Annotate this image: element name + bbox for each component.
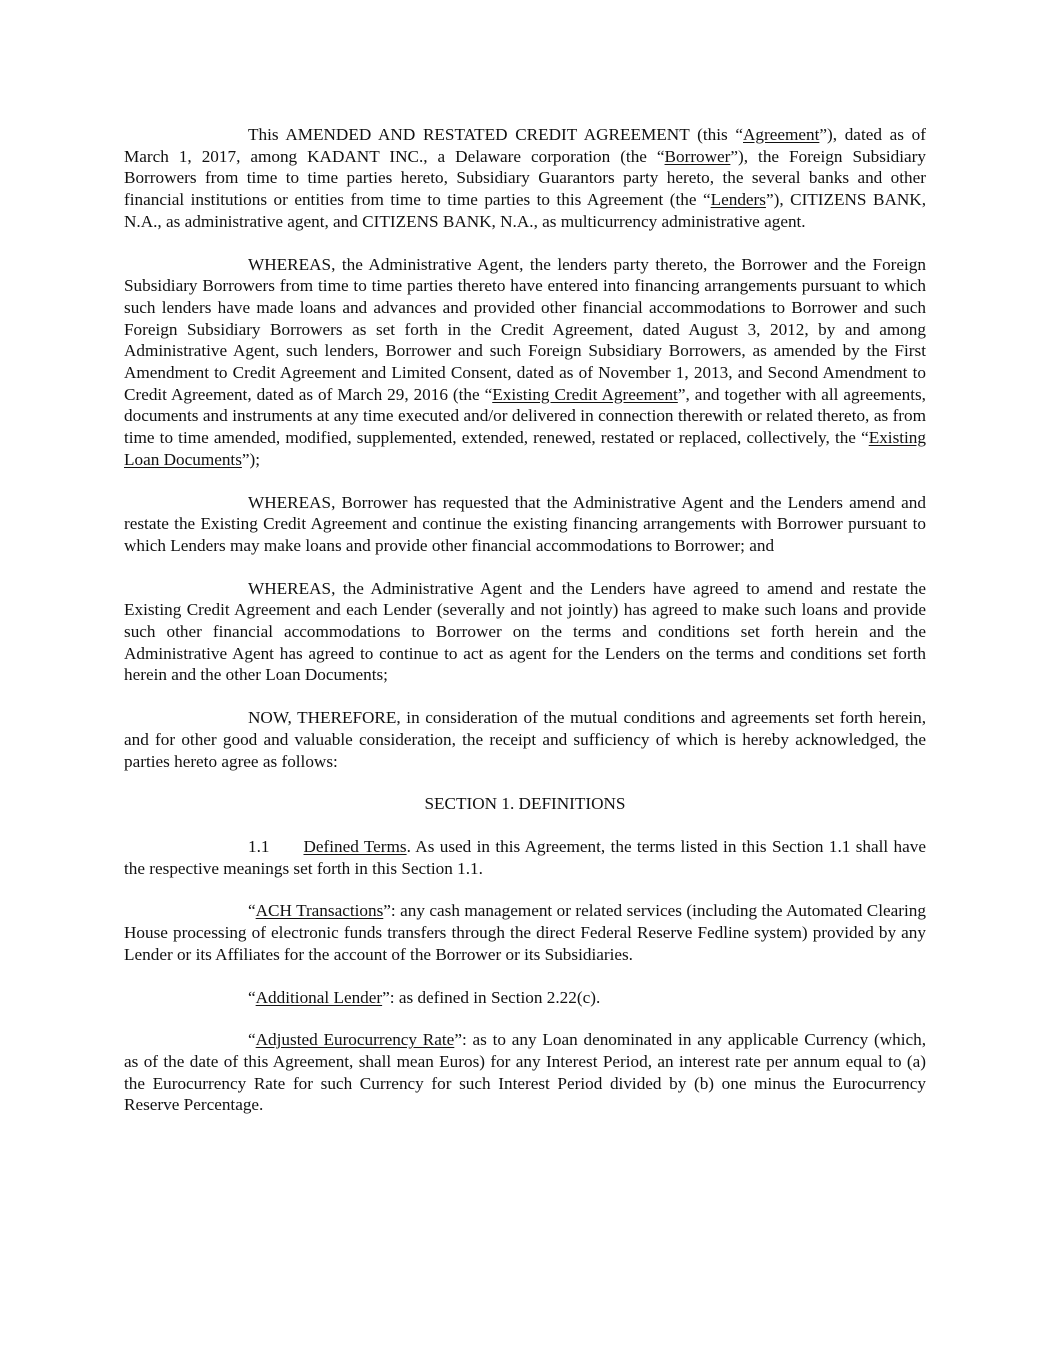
- whereas1-text-3: ”);: [241, 449, 261, 469]
- definition-text: ”: as defined in Section 2.22(c).: [382, 987, 601, 1007]
- whereas-paragraph-1: [124, 254, 926, 471]
- section-number: 1.1: [248, 836, 270, 856]
- whereas1-text-1: WHEREAS, the Administrative Agent, the lenders party thereto, the Borrower and the Foreign Subsidiary Borrowers from time to time parties thereto have entered into financing arrangements pursuant to which such lenders have made loans and advances and provided other financial accommodations to Borrower and such Foreign Subsidiary Borrowers as set forth in the Credit Agreement, dated August 3, 2012, by and among Administrative Agent, such lenders, Borrower and such Foreign Subsidiary Borrowers, as amended by the First Amendment to Credit Agreement and Limited Consent, dated as of November 1, 2013, and Second Amendment to Credit Agreement, dated as of March 29, 2016 (the “: [124, 254, 926, 404]
- section-heading: SECTION 1. DEFINITIONS: [424, 794, 626, 814]
- intro-text-3: ”), the Foreign Subsidiary Borrowers from time to time parties hereto, Subsidiary Guarantors party hereto, the several banks and other financial institutions or entities from time to time parties to this Agreement (the “: [124, 146, 926, 210]
- whereas1-text-2: ”, and together with all agreements, documents and instruments at any time executed and/or delivered in connection therewith or related thereto, as from time to time amended, modified, supplemented, extended, renewed, restated or replaced, collectively, the “: [124, 384, 926, 448]
- intro-paragraph: [124, 124, 926, 233]
- definition-open-quote: “: [248, 901, 256, 921]
- definition-adjusted-eurocurrency-rate: [124, 1029, 926, 1116]
- defined-term-existing-credit-agreement: Existing Credit Agreement: [492, 384, 678, 404]
- definition-term: Additional Lender: [255, 987, 383, 1007]
- definition-term: ACH Transactions: [255, 901, 384, 921]
- definition-text: ”: as to any Loan denominated in any applicable Currency (which, as of the date of this Agreement, shall mean Euros) for any Interest Period, an interest rate per annum equal to (a) the Eurocurrency Rate for such Currency for such Interest Period divided by (b) one minus the Eurocurrency Reserve Percentage.: [124, 1030, 926, 1115]
- definition-additional-lender: [124, 987, 926, 1009]
- intro-text-1: This AMENDED AND RESTATED CREDIT AGREEMENT (this “: [248, 125, 743, 144]
- defined-term-lenders: Lenders: [710, 190, 766, 210]
- defined-terms-text: . As used in this Agreement, the terms listed in this Section 1.1 shall have the respective meanings set forth in this Section 1.1.: [124, 836, 926, 878]
- definition-text: ”: any cash management or related services (including the Automated Clearing House processing of electronic funds transfers through the direct Federal Reserve Fedline system) provided by any Lender or its Affiliates for the account of the Borrower or its Subsidiaries.: [124, 901, 926, 964]
- definition-ach-transactions: [124, 900, 926, 965]
- definition-open-quote: “: [248, 1030, 256, 1050]
- definition-open-quote: “: [248, 987, 256, 1007]
- defined-term-agreement: Agreement: [743, 125, 820, 144]
- document-page: [124, 124, 926, 1116]
- defined-term-existing-loan-documents: Existing Loan Documents: [124, 428, 926, 469]
- intro-text-2: ”), dated as of March 1, 2017, among KADANT INC., a Delaware corporation (the “: [124, 125, 926, 166]
- whereas-paragraph-3: WHEREAS, the Administrative Agent and the Lenders have agreed to amend and restate the Existing Credit Agreement and each Lender (severally and not jointly) has agreed to make such loans and provide such other financial accommodations to Borrower on the terms and conditions set forth herein and the Administrative Agent has agreed to continue to act as agent for the Lenders on the terms and conditions set forth herein and the other Loan Documents;: [124, 578, 926, 685]
- defined-terms-paragraph: [124, 836, 926, 879]
- defined-term-borrower: Borrower: [664, 146, 731, 166]
- definition-term: Adjusted Eurocurrency Rate: [255, 1030, 455, 1050]
- whereas-paragraph-2: WHEREAS, Borrower has requested that the Administrative Agent and the Lenders amend and restate the Existing Credit Agreement and continue the existing financing arrangements with Borrower pursuant to which Lenders may make loans and provide other financial accommodations to Borrower; and: [124, 492, 926, 555]
- intro-text-4: ”), CITIZENS BANK, N.A., as administrative agent, and CITIZENS BANK, N.A., as multicurrency administrative agent.: [124, 190, 926, 231]
- now-therefore-paragraph: NOW, THEREFORE, in consideration of the mutual conditions and agreements set forth herein, and for other good and valuable consideration, the receipt and sufficiency of which is hereby acknowledged, the parties hereto agree as follows:: [124, 708, 926, 771]
- defined-terms-title: Defined Terms: [303, 836, 407, 856]
